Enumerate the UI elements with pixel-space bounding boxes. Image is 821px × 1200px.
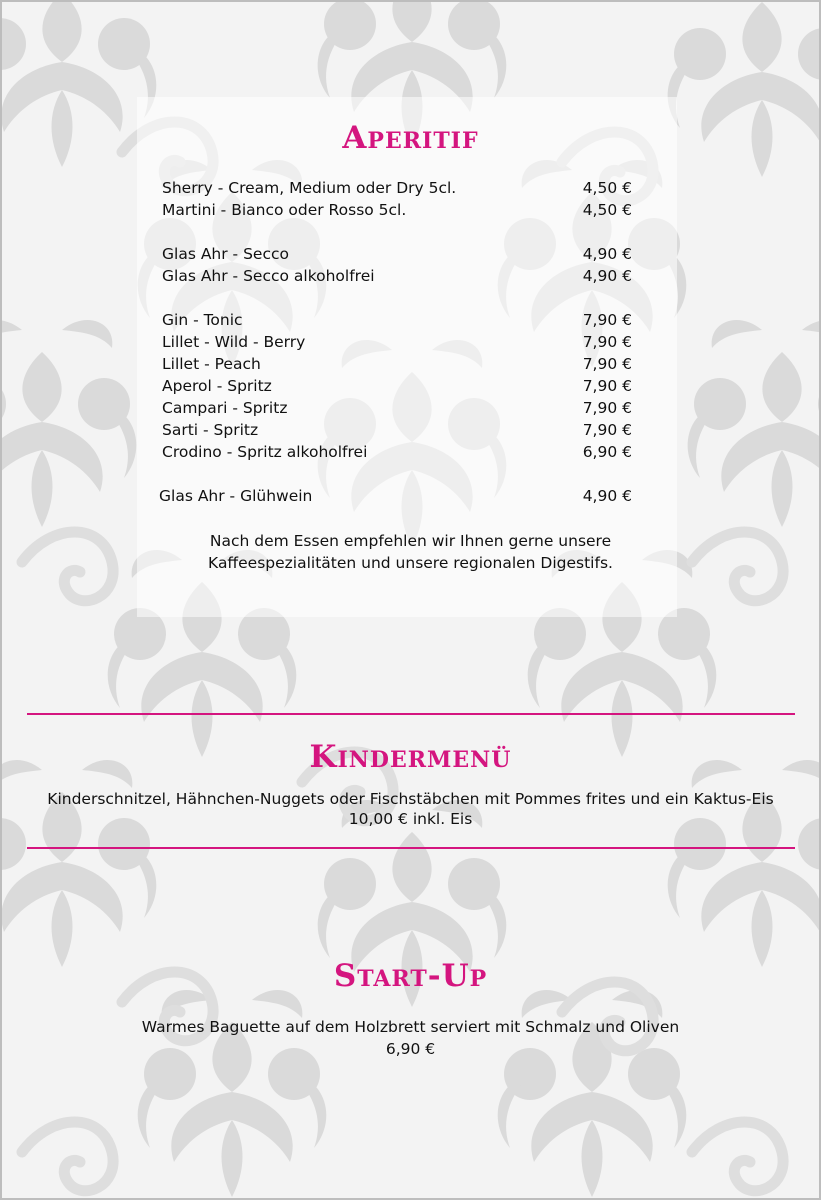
startup-heading: Start-Up bbox=[333, 958, 488, 994]
item-price: 6,90 € bbox=[582, 443, 632, 461]
kindermenu-heading: Kindermenü bbox=[309, 739, 512, 775]
item-price: 4,50 € bbox=[582, 201, 632, 219]
menu-item bbox=[162, 441, 632, 463]
item-name: Martini - Bianco oder Rosso 5cl. bbox=[162, 201, 407, 219]
item-name: Sherry - Cream, Medium oder Dry 5cl. bbox=[162, 179, 457, 197]
item-price: 7,90 € bbox=[582, 333, 632, 351]
menu-item bbox=[162, 375, 632, 397]
item-name: Glas Ahr - Secco alkoholfrei bbox=[162, 267, 375, 285]
item-name: Sarti - Spritz bbox=[162, 421, 259, 439]
aperitif-heading: Aperitif bbox=[342, 120, 479, 156]
menu-item bbox=[162, 331, 632, 353]
section-divider-top bbox=[27, 713, 795, 715]
aperitif-note-line-1: Nach dem Essen empfehlen wir Ihnen gerne unsere bbox=[209, 532, 612, 550]
item-name: Glas Ahr - Glühwein bbox=[159, 487, 313, 505]
menu-item bbox=[162, 177, 632, 199]
kindermenu-description: Kinderschnitzel, Hähnchen-Nuggets oder Fischstäbchen mit Pommes frites und ein Kaktus-Eis bbox=[47, 790, 774, 808]
item-name: Glas Ahr - Secco bbox=[162, 245, 289, 263]
item-price: 4,90 € bbox=[582, 267, 632, 285]
aperitif-note-line-2: Kaffeespezialitäten und unsere regionalen Digestifs. bbox=[208, 554, 613, 572]
item-name: Gin - Tonic bbox=[162, 311, 243, 329]
item-name: Campari - Spritz bbox=[162, 399, 288, 417]
startup-description: Warmes Baguette auf dem Holzbrett serviert mit Schmalz und Oliven bbox=[141, 1018, 680, 1036]
menu-item bbox=[162, 265, 632, 287]
item-price: 7,90 € bbox=[582, 377, 632, 395]
section-divider-bottom bbox=[27, 847, 795, 849]
item-price: 7,90 € bbox=[582, 421, 632, 439]
item-price: 7,90 € bbox=[582, 355, 632, 373]
item-price: 7,90 € bbox=[582, 399, 632, 417]
item-name: Lillet - Wild - Berry bbox=[162, 333, 306, 351]
item-price: 4,90 € bbox=[582, 245, 632, 263]
menu-item bbox=[162, 199, 632, 221]
menu-item bbox=[162, 353, 632, 375]
item-name: Crodino - Spritz alkoholfrei bbox=[162, 443, 368, 461]
item-name: Aperol - Spritz bbox=[162, 377, 272, 395]
startup-price: 6,90 € bbox=[385, 1040, 436, 1058]
menu-item bbox=[162, 243, 632, 265]
menu-item bbox=[159, 485, 632, 507]
item-price: 7,90 € bbox=[582, 311, 632, 329]
menu-item bbox=[162, 419, 632, 441]
kindermenu-price: 10,00 € inkl. Eis bbox=[348, 810, 473, 828]
menu-item bbox=[162, 309, 632, 331]
item-price: 4,50 € bbox=[582, 179, 632, 197]
item-name: Lillet - Peach bbox=[162, 355, 261, 373]
item-price: 4,90 € bbox=[582, 487, 632, 505]
menu-item bbox=[162, 397, 632, 419]
